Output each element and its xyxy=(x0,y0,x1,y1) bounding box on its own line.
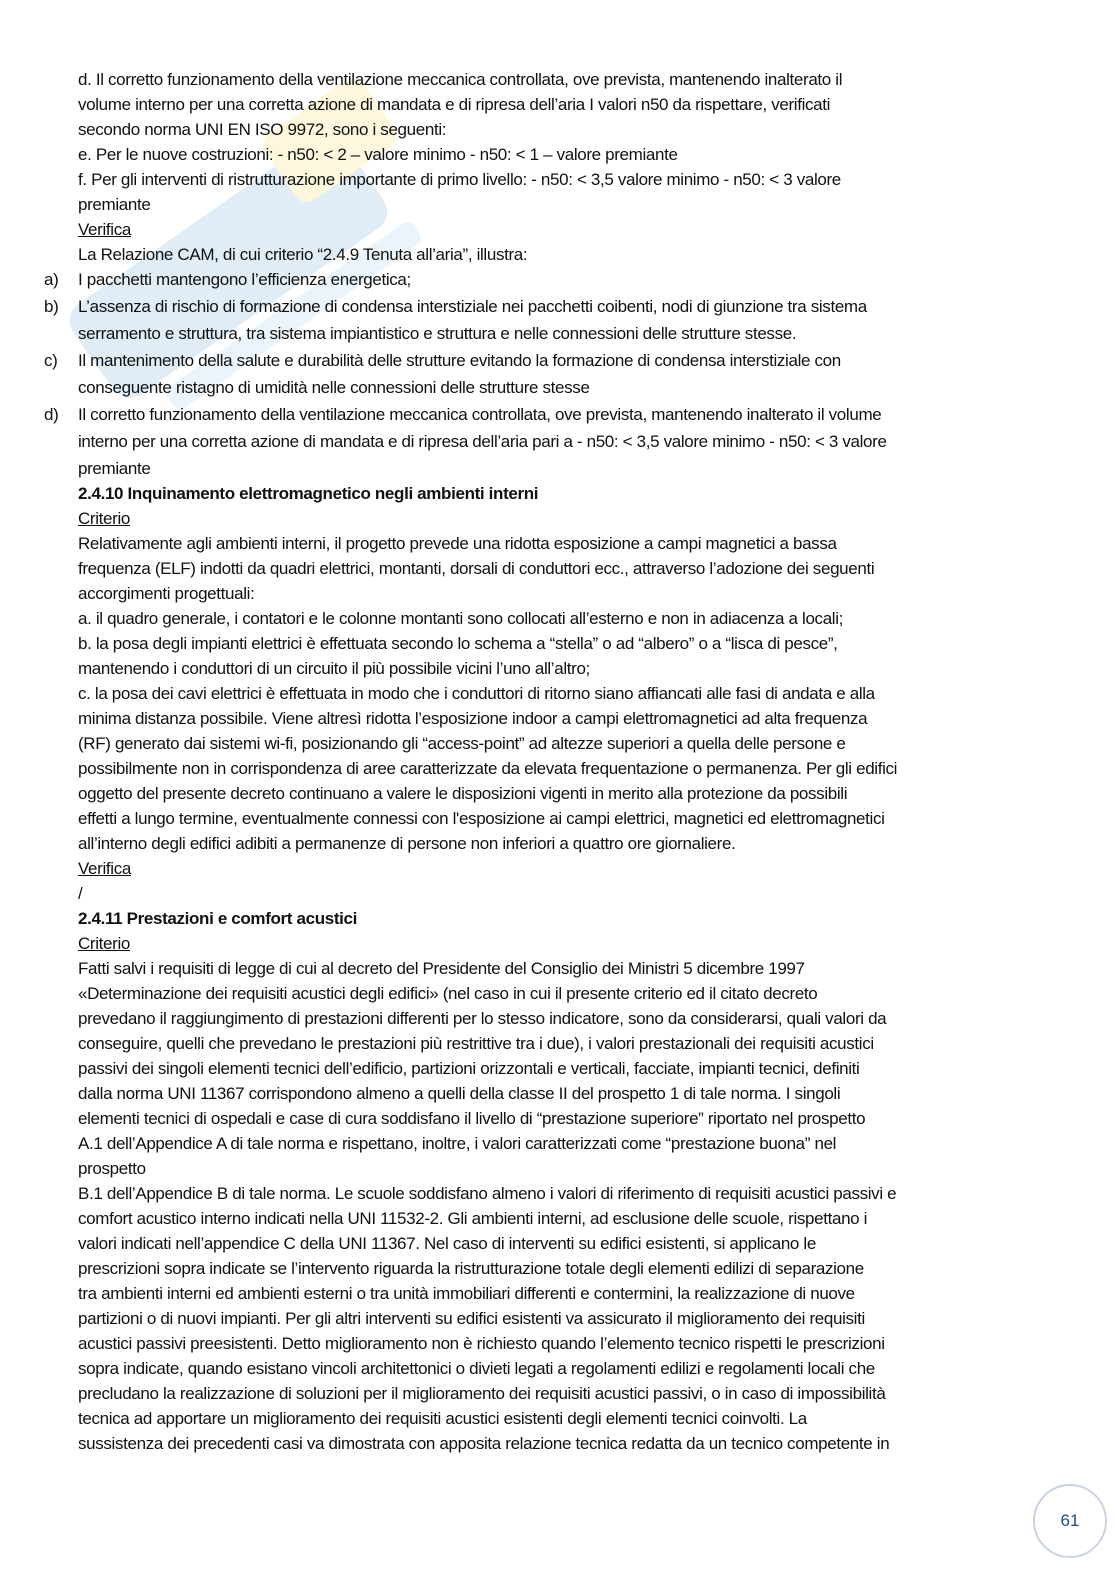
line-text: d. Il corretto funzionamento della ventilazione meccanica controllata, ove prevista, mantenendo inalterato il xyxy=(78,70,843,89)
subheading xyxy=(78,219,131,241)
text-line xyxy=(78,758,897,780)
line-text: elementi tecnici di ospedali e case di cura soddisfano il livello di “prestazione superiore” riportato nel prospetto xyxy=(78,1109,866,1128)
line-text: oggetto del presente decreto continuano a valere le disposizioni vigenti in merito alla protezione da possibili xyxy=(78,784,848,803)
text-line xyxy=(78,1383,885,1405)
line-text: precludano la realizzazione di soluzioni per il miglioramento dei requisiti acustici passivi, o in caso di impossibilità xyxy=(78,1384,886,1403)
line-text: / xyxy=(78,884,83,903)
text-line xyxy=(44,296,867,318)
text-line xyxy=(78,1308,865,1330)
text-line xyxy=(78,1083,840,1105)
text-line xyxy=(78,431,887,453)
line-text: interno per una corretta azione di mandata e di ripresa dell’aria pari a - n50: < 3,5 valore minimo - n50: < 3 valore xyxy=(78,432,887,451)
text-line xyxy=(78,458,150,480)
text-line xyxy=(78,1433,889,1455)
list-marker: b) xyxy=(44,297,59,316)
line-text: c. la posa dei cavi elettrici è effettuata in modo che i conduttori di ritorno siano affiancati alle fasi di andata e alla xyxy=(78,684,875,703)
line-text: 2.4.11 Prestazioni e comfort acustici xyxy=(78,909,358,928)
text-line xyxy=(78,1208,867,1230)
text-line xyxy=(78,1008,886,1030)
line-text: premiante xyxy=(78,459,151,478)
text-line xyxy=(78,1108,865,1130)
text-line xyxy=(78,783,847,805)
text-line xyxy=(78,808,885,830)
list-marker: a) xyxy=(44,270,59,289)
line-text: prevedano il raggiungimento di prestazioni differenti per lo stesso indicatore, sono da considerarsi, quali valori da xyxy=(78,1009,887,1028)
line-text: passivi dei singoli elementi tecnici dell’edificio, partizioni orizzontali e verticali, facciate, impianti tecnici, definiti xyxy=(78,1059,860,1078)
text-line xyxy=(78,119,446,141)
text-line xyxy=(78,377,590,399)
line-text: secondo norma UNI EN ISO 9972, sono i seguenti: xyxy=(78,120,447,139)
line-text: f. Per gli interventi di ristrutturazione importante di primo livello: - n50: < 3,5 valore minimo - n50: < 3 valore xyxy=(78,170,841,189)
line-text: conseguire, quelli che prevedano le prestazioni più restrittive tra i due), i valori prestazionali dei requisiti acustici xyxy=(78,1034,874,1053)
line-text: mantenendo i conduttori di un circuito il più possibile vicini l’uno all’altro; xyxy=(78,659,590,678)
text-line xyxy=(78,1358,875,1380)
section-heading xyxy=(78,908,357,930)
text-line xyxy=(78,1233,816,1255)
line-text: (RF) generato dai sistemi wi-fi, posizionando gli “access-point” ad altezze superiori a quella delle persone e xyxy=(78,734,846,753)
line-text: frequenza (ELF) indotti da quadri elettrici, montanti, dorsali di conduttori ecc., attraverso l’adozione dei seguenti xyxy=(78,559,875,578)
line-text: tra ambienti interni ed ambienti esterni o tra unità immobiliari differenti e contermini, la realizzazione di nuove xyxy=(78,1284,855,1303)
text-line xyxy=(78,194,150,216)
subheading xyxy=(78,933,130,955)
text-line xyxy=(78,608,843,630)
line-text: minima distanza possibile. Viene altresì ridotta l’esposizione indoor a campi elettromagnetici ad alta frequenza xyxy=(78,709,868,728)
text-line xyxy=(78,733,846,755)
text-line xyxy=(44,350,841,372)
line-text: La Relazione CAM, di cui criterio “2.4.9 Tenuta all’aria”, illustra: xyxy=(78,245,528,264)
page-number-text: 61 xyxy=(1060,1511,1080,1530)
line-text: acustici passivi preesistenti. Detto miglioramento non è richiesto quando l’elemento tecnico rispetti le prescrizioni xyxy=(78,1334,885,1353)
line-text: Verifica xyxy=(78,859,131,878)
line-text: Criterio xyxy=(78,934,130,953)
line-text: valori indicati nell’appendice C della UNI 11367. Nel caso di interventi su edifici esistenti, si applicano le xyxy=(78,1234,816,1253)
text-line xyxy=(78,683,875,705)
line-text: premiante xyxy=(78,195,151,214)
line-text: Il corretto funzionamento della ventilazione meccanica controllata, ove prevista, mantenendo inalterato il volume xyxy=(78,405,882,424)
text-line xyxy=(78,69,842,91)
text-line xyxy=(78,244,527,266)
text-line xyxy=(78,1258,864,1280)
line-text: prescrizioni sopra indicate se l’intervento riguarda la ristrutturazione totale degli elementi edilizi di separazione xyxy=(78,1259,864,1278)
text-line xyxy=(78,144,678,166)
line-text: accorgimenti progettuali: xyxy=(78,584,255,603)
line-text: all’interno degli edifici adibiti a permanenze di persone non inferiori a quattro ore giornaliere. xyxy=(78,834,736,853)
text-line xyxy=(44,269,411,291)
line-text: B.1 dell’Appendice B di tale norma. Le scuole soddisfano almeno i valori di riferimento di requisiti acustici passivi e xyxy=(78,1184,897,1203)
section-heading xyxy=(78,483,538,505)
line-text: Criterio xyxy=(78,509,130,528)
text-line xyxy=(78,1158,146,1180)
list-marker: c) xyxy=(44,351,58,370)
line-text: I pacchetti mantengono l’efficienza energetica; xyxy=(78,270,411,289)
text-line xyxy=(78,958,805,980)
line-text: e. Per le nuove costruzioni: - n50: < 2 – valore minimo - n50: < 1 – valore premiante xyxy=(78,145,678,164)
line-text: Verifica xyxy=(78,220,131,239)
text-line xyxy=(78,1058,859,1080)
line-text: sopra indicate, quando esistano vincoli architettonici o divieti legati a regolamenti edilizi e regolamenti locali che xyxy=(78,1359,875,1378)
text-line xyxy=(78,558,874,580)
line-text: b. la posa degli impianti elettrici è effettuata secondo lo schema a “stella” o ad “albero” o a “lisca di pesce”, xyxy=(78,634,838,653)
line-text: sussistenza dei precedenti casi va dimostrata con apposita relazione tecnica redatta da un tecnico competente in xyxy=(78,1434,890,1453)
page-number xyxy=(1033,1484,1107,1558)
line-text: dalla norma UNI 11367 corrispondono almeno a quelli della classe II del prospetto 1 di tale norma. I singoli xyxy=(78,1084,841,1103)
text-line xyxy=(78,323,796,345)
line-text: Fatti salvi i requisiti di legge di cui al decreto del Presidente del Consiglio dei Ministri 5 dicembre 1997 xyxy=(78,959,805,978)
line-text: prospetto xyxy=(78,1159,146,1178)
text-line xyxy=(78,1333,885,1355)
text-line xyxy=(78,833,735,855)
line-text: a. il quadro generale, i contatori e le colonne montanti sono collocati all’esterno e non in adiacenza a locali; xyxy=(78,609,844,628)
text-line xyxy=(78,1183,896,1205)
text-line xyxy=(78,708,867,730)
subheading xyxy=(78,858,131,880)
line-text: effetti a lungo termine, eventualmente connessi con l'esposizione ai campi elettrici, magnetici ed elettromagnetici xyxy=(78,809,885,828)
text-line xyxy=(78,883,82,905)
line-text: partizioni o di nuovi impianti. Per gli altri interventi su edifici esistenti va assicurato il miglioramento dei requisiti xyxy=(78,1309,865,1328)
line-text: «Determinazione dei requisiti acustici degli edifici» (nel caso in cui il presente criterio ed il citato decreto xyxy=(78,984,818,1003)
text-line xyxy=(78,583,254,605)
line-text: volume interno per una corretta azione di mandata e di ripresa dell’aria I valori n50 da rispettare, verificati xyxy=(78,95,831,114)
subheading xyxy=(78,508,130,530)
line-text: comfort acustico interno indicati nella UNI 11532-2. Gli ambienti interni, ad esclusione delle scuole, rispettano i xyxy=(78,1209,868,1228)
text-line xyxy=(78,1133,836,1155)
list-marker: d) xyxy=(44,405,59,424)
line-text: A.1 dell’Appendice A di tale norma e rispettano, inoltre, i valori caratterizzati come “prestazione buona” nel xyxy=(78,1134,837,1153)
text-line xyxy=(78,983,817,1005)
text-line xyxy=(44,404,882,426)
text-line xyxy=(78,658,590,680)
text-line xyxy=(78,94,830,116)
text-line xyxy=(78,1283,855,1305)
text-line xyxy=(78,1408,807,1430)
line-text: tecnica ad apportare un miglioramento dei requisiti acustici esistenti degli elementi tecnici coinvolti. La xyxy=(78,1409,807,1428)
text-line xyxy=(78,169,841,191)
line-text: 2.4.10 Inquinamento elettromagnetico negli ambienti interni xyxy=(78,484,539,503)
line-text: Il mantenimento della salute e durabilità delle strutture evitando la formazione di condensa interstiziale con xyxy=(78,351,841,370)
line-text: L’assenza di rischio di formazione di condensa interstiziale nei pacchetti coibenti, nodi di giunzione tra sistema xyxy=(78,297,867,316)
line-text: possibilmente non in corrispondenza di aree caratterizzate da elevata frequentazione o permanenza. Per gli edifici xyxy=(78,759,898,778)
line-text: serramento e struttura, tra sistema impiantistico e struttura e nelle connessioni delle strutture stesse. xyxy=(78,324,797,343)
line-text: conseguente ristagno di umidità nelle connessioni delle strutture stesse xyxy=(78,378,590,397)
line-text: Relativamente agli ambienti interni, il progetto prevede una ridotta esposizione a campi magnetici a bassa xyxy=(78,534,837,553)
text-line xyxy=(78,1033,874,1055)
text-line xyxy=(78,533,837,555)
text-line xyxy=(78,633,838,655)
